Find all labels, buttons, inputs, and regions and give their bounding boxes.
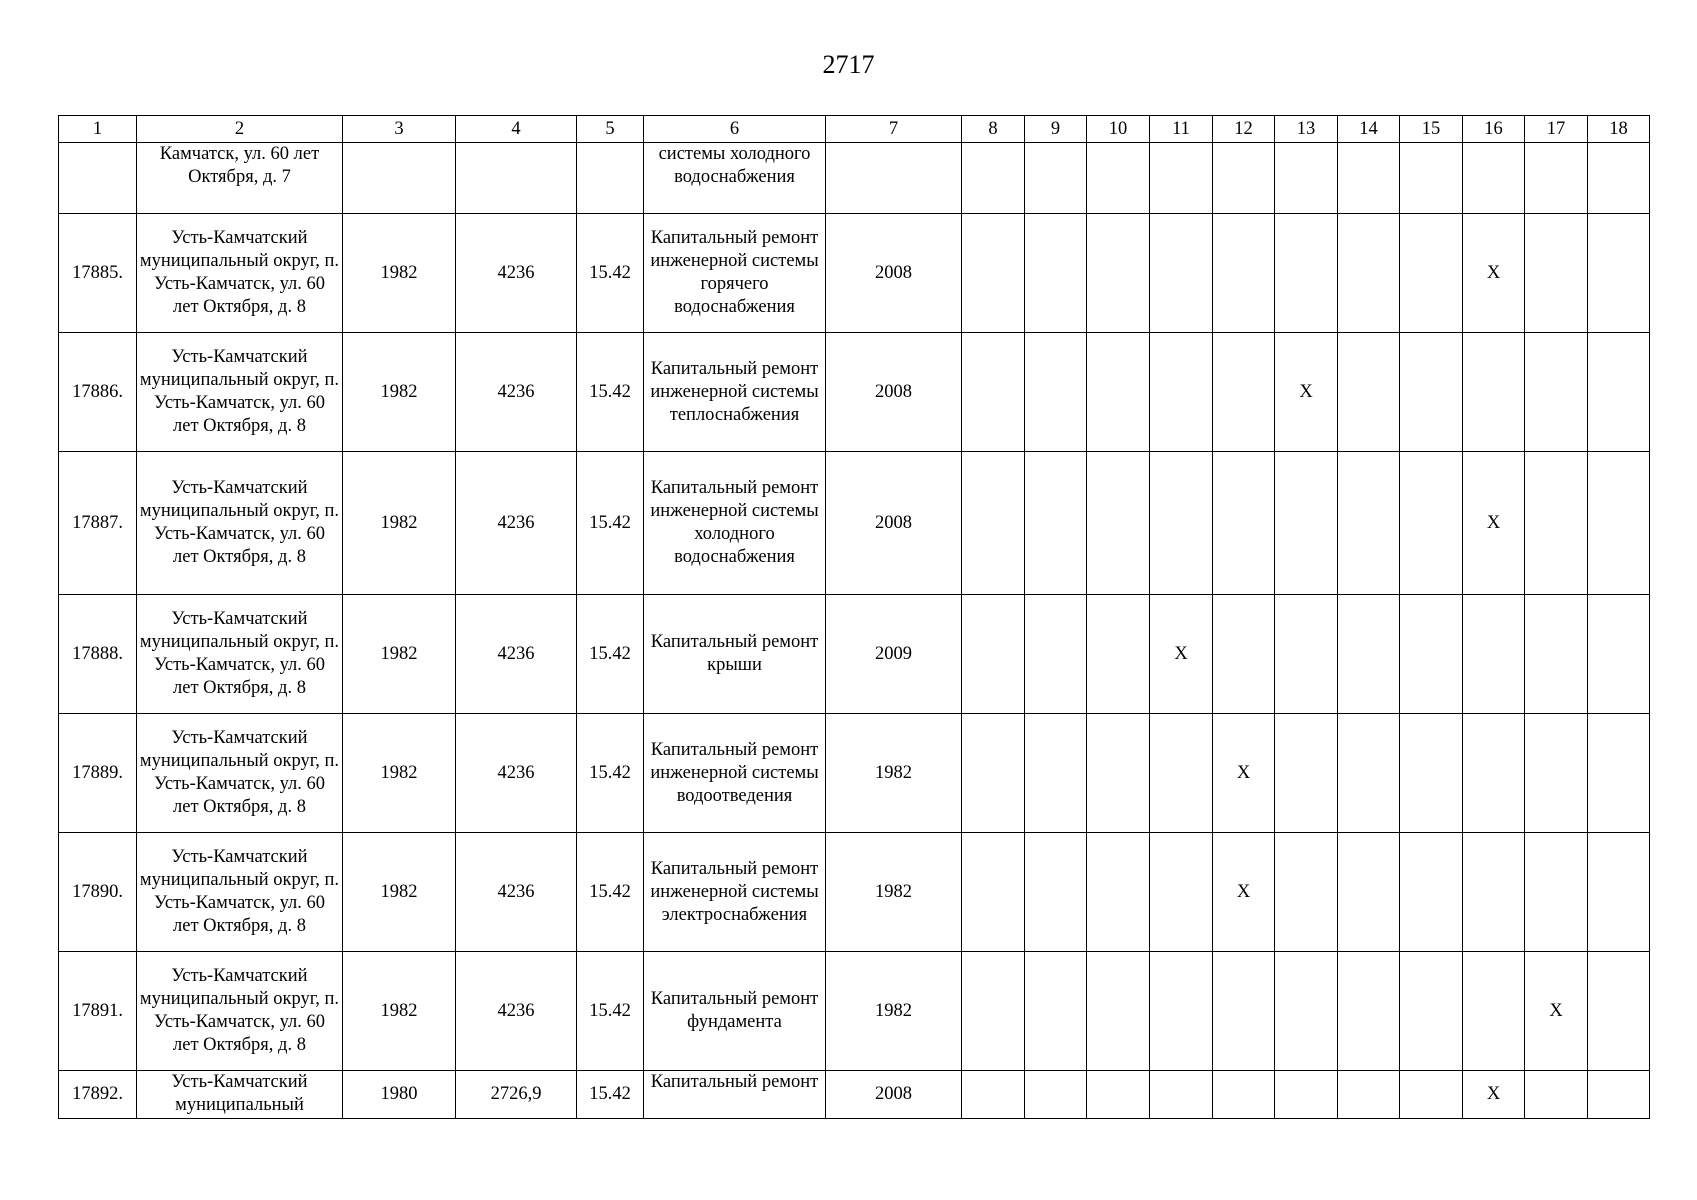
- mark-cell-col-12: X: [1213, 714, 1275, 833]
- mark-cell-col-14: [1338, 214, 1400, 333]
- mark-cell-col-9: [1025, 595, 1087, 714]
- area-cell: 4236: [456, 452, 577, 595]
- mark-cell-col-10: [1087, 1071, 1150, 1119]
- table-body: [59, 143, 1650, 1119]
- year-cell: [826, 143, 962, 214]
- mark-cell-col-15: [1400, 833, 1463, 952]
- register-table: [58, 115, 1650, 1119]
- mark-cell-col-17: [1525, 595, 1588, 714]
- column-header: 13: [1275, 116, 1338, 143]
- row-number-cell: 17890.: [59, 833, 137, 952]
- row-number-cell: 17887.: [59, 452, 137, 595]
- mark-cell-col-11: [1150, 333, 1213, 452]
- work-description-cell: Капитальный ремонт: [644, 1071, 826, 1119]
- mark-cell-col-11: [1150, 452, 1213, 595]
- column-header: 7: [826, 116, 962, 143]
- mark-cell-col-15: [1400, 333, 1463, 452]
- column-header: 4: [456, 116, 577, 143]
- year-cell: 2008: [826, 214, 962, 333]
- mark-cell-col-13: [1275, 595, 1338, 714]
- mark-cell-col-8: [962, 595, 1025, 714]
- address-cell: Камчатск, ул. 60 лет Октября, д. 7: [137, 143, 343, 214]
- work-description-cell: Капитальный ремонт инженерной системы теплоснабжения: [644, 333, 826, 452]
- mark-cell-col-15: [1400, 452, 1463, 595]
- mark-cell-col-17: [1525, 143, 1588, 214]
- column-header: 15: [1400, 116, 1463, 143]
- area-cell: 4236: [456, 952, 577, 1071]
- mark-cell-col-11: [1150, 214, 1213, 333]
- column-5-cell: 15.42: [577, 333, 644, 452]
- address-cell: Усть-Камчатский муниципальный округ, п. Усть-Камчатск, ул. 60 лет Октября, д. 8: [137, 452, 343, 595]
- mark-cell-col-14: [1338, 714, 1400, 833]
- mark-cell-col-8: [962, 952, 1025, 1071]
- mark-cell-col-9: [1025, 452, 1087, 595]
- mark-cell-col-15: [1400, 1071, 1463, 1119]
- area-cell: 4236: [456, 333, 577, 452]
- table-row: [59, 333, 1650, 452]
- table-row: [59, 143, 1650, 214]
- mark-cell-col-18: [1588, 595, 1650, 714]
- work-description-cell: Капитальный ремонт инженерной системы электроснабжения: [644, 833, 826, 952]
- area-cell: [456, 143, 577, 214]
- mark-cell-col-16: [1463, 143, 1525, 214]
- year-built-cell: 1982: [343, 833, 456, 952]
- mark-cell-col-9: [1025, 714, 1087, 833]
- mark-cell-col-14: [1338, 143, 1400, 214]
- mark-cell-col-12: [1213, 333, 1275, 452]
- mark-cell-col-10: [1087, 714, 1150, 833]
- work-description-cell: системы холодного водоснабжения: [644, 143, 826, 214]
- column-header: 2: [137, 116, 343, 143]
- mark-cell-col-17: [1525, 333, 1588, 452]
- table-row: [59, 214, 1650, 333]
- column-header: 18: [1588, 116, 1650, 143]
- address-cell: Усть-Камчатский муниципальный округ, п. Усть-Камчатск, ул. 60 лет Октября, д. 8: [137, 714, 343, 833]
- year-built-cell: 1982: [343, 595, 456, 714]
- year-cell: 1982: [826, 952, 962, 1071]
- mark-cell-col-18: [1588, 452, 1650, 595]
- year-built-cell: [343, 143, 456, 214]
- year-built-cell: 1980: [343, 1071, 456, 1119]
- year-cell: 2008: [826, 452, 962, 595]
- mark-cell-col-17: [1525, 214, 1588, 333]
- column-header: 14: [1338, 116, 1400, 143]
- page-number: 2717: [822, 50, 875, 79]
- mark-cell-col-13: [1275, 214, 1338, 333]
- work-description-cell: Капитальный ремонт крыши: [644, 595, 826, 714]
- mark-cell-col-8: [962, 714, 1025, 833]
- column-header: 8: [962, 116, 1025, 143]
- column-header: 3: [343, 116, 456, 143]
- mark-cell-col-18: [1588, 714, 1650, 833]
- column-5-cell: 15.42: [577, 714, 644, 833]
- mark-cell-col-9: [1025, 952, 1087, 1071]
- work-description-cell: Капитальный ремонт инженерной системы водоотведения: [644, 714, 826, 833]
- mark-cell-col-13: [1275, 143, 1338, 214]
- mark-cell-col-16: [1463, 833, 1525, 952]
- work-description-cell: Капитальный ремонт фундамента: [644, 952, 826, 1071]
- mark-cell-col-16: [1463, 333, 1525, 452]
- column-header: 11: [1150, 116, 1213, 143]
- column-header: 10: [1087, 116, 1150, 143]
- column-5-cell: [577, 143, 644, 214]
- mark-cell-col-14: [1338, 833, 1400, 952]
- mark-cell-col-10: [1087, 143, 1150, 214]
- mark-cell-col-12: X: [1213, 833, 1275, 952]
- year-cell: 1982: [826, 714, 962, 833]
- column-header: 16: [1463, 116, 1525, 143]
- mark-cell-col-16: [1463, 595, 1525, 714]
- mark-cell-col-15: [1400, 952, 1463, 1071]
- area-cell: 4236: [456, 595, 577, 714]
- row-number-cell: 17892.: [59, 1071, 137, 1119]
- mark-cell-col-12: [1213, 143, 1275, 214]
- mark-cell-col-17: [1525, 452, 1588, 595]
- work-description-cell: Капитальный ремонт инженерной системы холодного водоснабжения: [644, 452, 826, 595]
- row-number-cell: [59, 143, 137, 214]
- mark-cell-col-15: [1400, 714, 1463, 833]
- mark-cell-col-11: [1150, 143, 1213, 214]
- area-cell: 2726,9: [456, 1071, 577, 1119]
- mark-cell-col-15: [1400, 595, 1463, 714]
- mark-cell-col-14: [1338, 333, 1400, 452]
- year-built-cell: 1982: [343, 333, 456, 452]
- mark-cell-col-17: X: [1525, 952, 1588, 1071]
- mark-cell-col-13: [1275, 714, 1338, 833]
- address-cell: Усть-Камчатский муниципальный округ, п. Усть-Камчатск, ул. 60 лет Октября, д. 8: [137, 214, 343, 333]
- mark-cell-col-10: [1087, 595, 1150, 714]
- column-5-cell: 15.42: [577, 452, 644, 595]
- mark-cell-col-13: [1275, 452, 1338, 595]
- header-row: [59, 116, 1650, 143]
- year-built-cell: 1982: [343, 452, 456, 595]
- address-cell: Усть-Камчатский муниципальный округ, п. Усть-Камчатск, ул. 60 лет Октября, д. 8: [137, 333, 343, 452]
- mark-cell-col-16: X: [1463, 214, 1525, 333]
- mark-cell-col-18: [1588, 143, 1650, 214]
- mark-cell-col-8: [962, 1071, 1025, 1119]
- table-row: [59, 1071, 1650, 1119]
- mark-cell-col-14: [1338, 1071, 1400, 1119]
- mark-cell-col-8: [962, 452, 1025, 595]
- column-header: 12: [1213, 116, 1275, 143]
- column-5-cell: 15.42: [577, 595, 644, 714]
- table-row: [59, 452, 1650, 595]
- year-cell: 1982: [826, 833, 962, 952]
- row-number-cell: 17886.: [59, 333, 137, 452]
- mark-cell-col-10: [1087, 833, 1150, 952]
- mark-cell-col-18: [1588, 1071, 1650, 1119]
- mark-cell-col-14: [1338, 952, 1400, 1071]
- mark-cell-col-11: [1150, 952, 1213, 1071]
- mark-cell-col-18: [1588, 952, 1650, 1071]
- work-description-cell: Капитальный ремонт инженерной системы горячего водоснабжения: [644, 214, 826, 333]
- column-header: 17: [1525, 116, 1588, 143]
- mark-cell-col-17: [1525, 714, 1588, 833]
- column-5-cell: 15.42: [577, 833, 644, 952]
- year-built-cell: 1982: [343, 952, 456, 1071]
- area-cell: 4236: [456, 714, 577, 833]
- mark-cell-col-16: [1463, 952, 1525, 1071]
- year-cell: 2009: [826, 595, 962, 714]
- table-row: [59, 952, 1650, 1071]
- mark-cell-col-13: [1275, 1071, 1338, 1119]
- year-built-cell: 1982: [343, 714, 456, 833]
- column-header: 5: [577, 116, 644, 143]
- mark-cell-col-17: [1525, 1071, 1588, 1119]
- row-number-cell: 17889.: [59, 714, 137, 833]
- mark-cell-col-8: [962, 143, 1025, 214]
- mark-cell-col-10: [1087, 333, 1150, 452]
- mark-cell-col-15: [1400, 214, 1463, 333]
- mark-cell-col-12: [1213, 452, 1275, 595]
- address-cell: Усть-Камчатский муниципальный округ, п. Усть-Камчатск, ул. 60 лет Октября, д. 8: [137, 595, 343, 714]
- mark-cell-col-9: [1025, 833, 1087, 952]
- column-header: 6: [644, 116, 826, 143]
- address-cell: Усть-Камчатский муниципальный округ, п. Усть-Камчатск, ул. 60 лет Октября, д. 8: [137, 833, 343, 952]
- mark-cell-col-16: X: [1463, 1071, 1525, 1119]
- mark-cell-col-11: [1150, 714, 1213, 833]
- mark-cell-col-10: [1087, 452, 1150, 595]
- mark-cell-col-16: [1463, 714, 1525, 833]
- column-5-cell: 15.42: [577, 952, 644, 1071]
- table-row: [59, 714, 1650, 833]
- column-5-cell: 15.42: [577, 1071, 644, 1119]
- mark-cell-col-12: [1213, 214, 1275, 333]
- mark-cell-col-10: [1087, 214, 1150, 333]
- address-cell: Усть-Камчатский муниципальный округ, п. Усть-Камчатск, ул. 60 лет Октября, д. 8: [137, 952, 343, 1071]
- mark-cell-col-18: [1588, 833, 1650, 952]
- mark-cell-col-16: X: [1463, 452, 1525, 595]
- mark-cell-col-11: X: [1150, 595, 1213, 714]
- mark-cell-col-18: [1588, 333, 1650, 452]
- year-cell: 2008: [826, 333, 962, 452]
- mark-cell-col-12: [1213, 1071, 1275, 1119]
- area-cell: 4236: [456, 214, 577, 333]
- mark-cell-col-9: [1025, 333, 1087, 452]
- mark-cell-col-9: [1025, 214, 1087, 333]
- mark-cell-col-14: [1338, 595, 1400, 714]
- year-cell: 2008: [826, 1071, 962, 1119]
- mark-cell-col-13: [1275, 833, 1338, 952]
- row-number-cell: 17885.: [59, 214, 137, 333]
- mark-cell-col-8: [962, 333, 1025, 452]
- address-cell: Усть-Камчатский муниципальный: [137, 1071, 343, 1119]
- mark-cell-col-9: [1025, 143, 1087, 214]
- mark-cell-col-10: [1087, 952, 1150, 1071]
- mark-cell-col-9: [1025, 1071, 1087, 1119]
- area-cell: 4236: [456, 833, 577, 952]
- mark-cell-col-12: [1213, 952, 1275, 1071]
- mark-cell-col-8: [962, 833, 1025, 952]
- table-row: [59, 833, 1650, 952]
- mark-cell-col-11: [1150, 833, 1213, 952]
- mark-cell-col-13: X: [1275, 333, 1338, 452]
- mark-cell-col-8: [962, 214, 1025, 333]
- row-number-cell: 17888.: [59, 595, 137, 714]
- year-built-cell: 1982: [343, 214, 456, 333]
- column-5-cell: 15.42: [577, 214, 644, 333]
- column-header: 1: [59, 116, 137, 143]
- row-number-cell: 17891.: [59, 952, 137, 1071]
- mark-cell-col-12: [1213, 595, 1275, 714]
- mark-cell-col-17: [1525, 833, 1588, 952]
- mark-cell-col-18: [1588, 214, 1650, 333]
- mark-cell-col-15: [1400, 143, 1463, 214]
- mark-cell-col-13: [1275, 952, 1338, 1071]
- mark-cell-col-11: [1150, 1071, 1213, 1119]
- table-row: [59, 595, 1650, 714]
- mark-cell-col-14: [1338, 452, 1400, 595]
- column-header: 9: [1025, 116, 1087, 143]
